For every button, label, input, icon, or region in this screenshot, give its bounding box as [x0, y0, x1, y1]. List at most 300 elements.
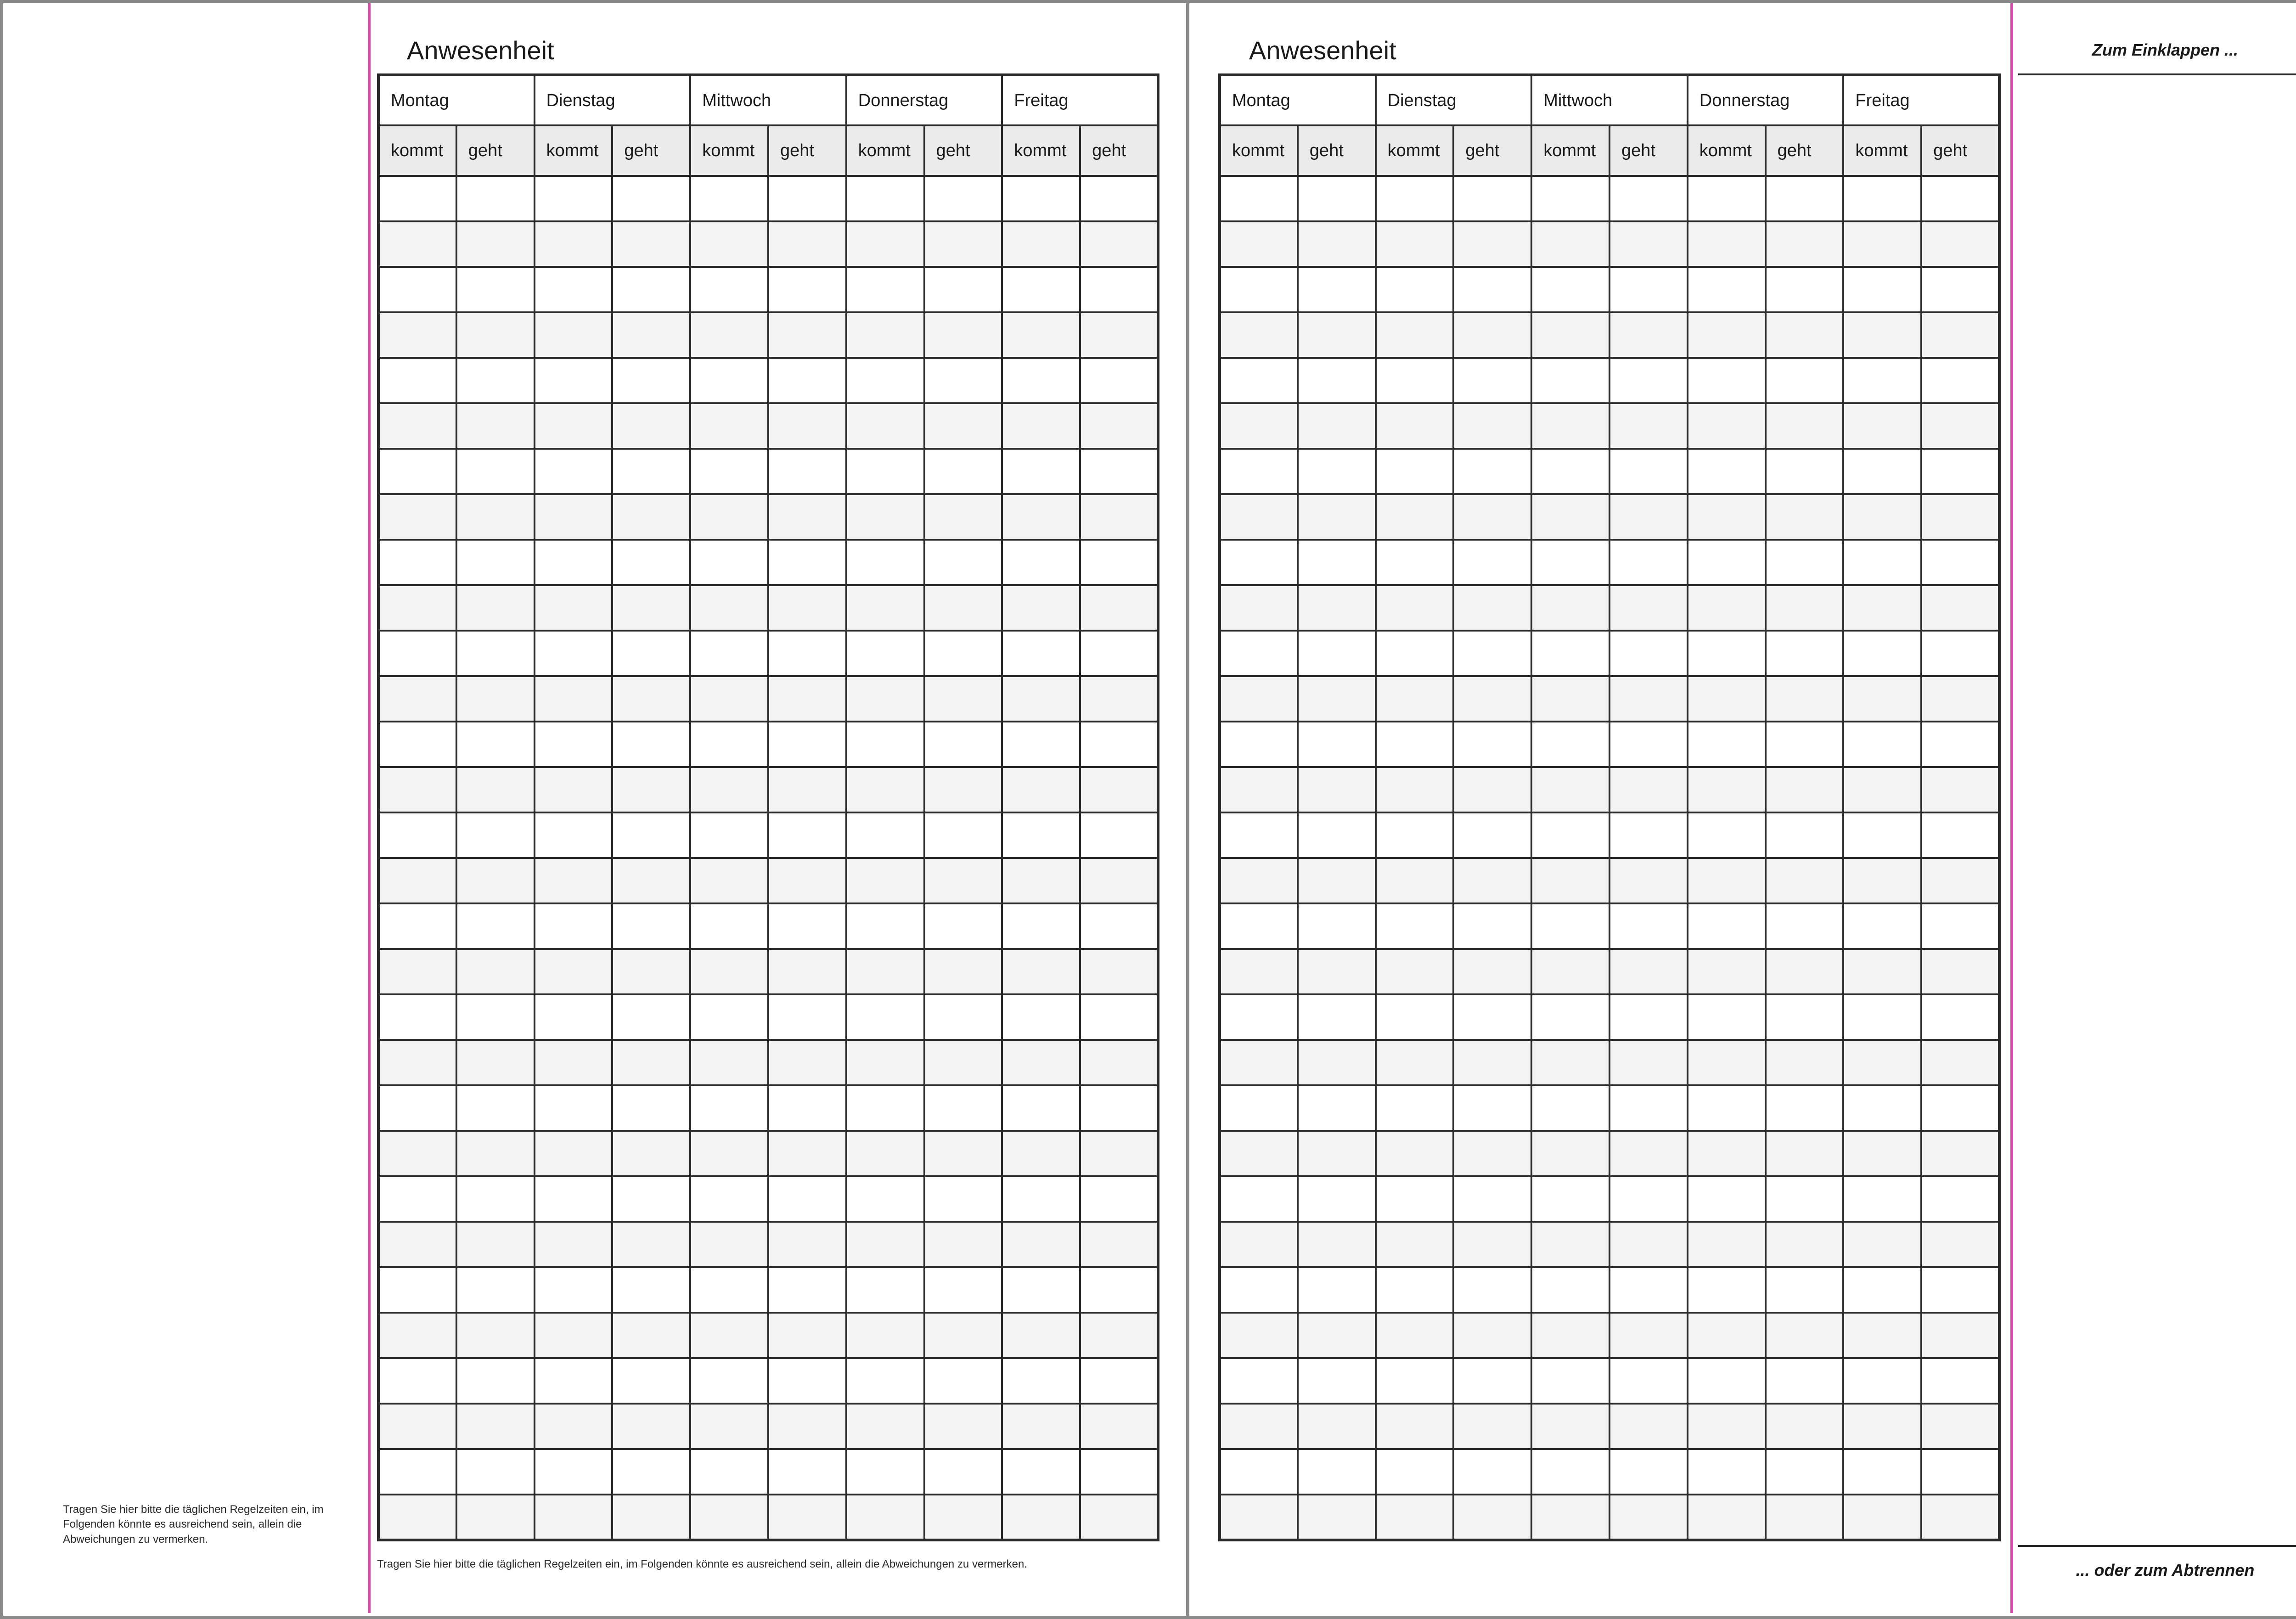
kommt-time-cell[interactable] — [690, 358, 768, 403]
geht-time-cell[interactable] — [456, 949, 535, 994]
geht-time-cell[interactable] — [1080, 585, 1158, 631]
geht-time-cell[interactable] — [1609, 903, 1688, 949]
kommt-time-cell[interactable] — [378, 1449, 456, 1495]
kommt-time-cell[interactable] — [846, 858, 924, 903]
kommt-time-cell[interactable] — [378, 449, 456, 494]
kommt-time-cell[interactable] — [1220, 1040, 1298, 1085]
kommt-time-cell[interactable] — [378, 767, 456, 812]
kommt-time-cell[interactable] — [1220, 858, 1298, 903]
geht-time-cell[interactable] — [768, 949, 846, 994]
geht-time-cell[interactable] — [612, 403, 690, 449]
geht-time-cell[interactable] — [1609, 403, 1688, 449]
kommt-time-cell[interactable] — [1002, 903, 1080, 949]
kommt-time-cell[interactable] — [535, 1040, 613, 1085]
kommt-time-cell[interactable] — [1843, 1085, 1921, 1131]
geht-time-cell[interactable] — [1453, 812, 1531, 858]
kommt-time-cell[interactable] — [535, 631, 613, 676]
kommt-time-cell[interactable] — [846, 631, 924, 676]
geht-time-cell[interactable] — [1298, 1449, 1376, 1495]
kommt-time-cell[interactable] — [378, 994, 456, 1040]
geht-time-cell[interactable] — [1453, 540, 1531, 585]
kommt-time-cell[interactable] — [1688, 358, 1766, 403]
geht-time-cell[interactable] — [1453, 1495, 1531, 1540]
geht-time-cell[interactable] — [1766, 312, 1844, 358]
kommt-time-cell[interactable] — [1002, 1358, 1080, 1404]
kommt-time-cell[interactable] — [1220, 631, 1298, 676]
geht-time-cell[interactable] — [1609, 631, 1688, 676]
geht-time-cell[interactable] — [1921, 540, 1999, 585]
geht-time-cell[interactable] — [768, 358, 846, 403]
kommt-time-cell[interactable] — [846, 676, 924, 722]
kommt-time-cell[interactable] — [846, 1449, 924, 1495]
geht-time-cell[interactable] — [1080, 1131, 1158, 1176]
geht-time-cell[interactable] — [1921, 1404, 1999, 1449]
kommt-time-cell[interactable] — [690, 312, 768, 358]
kommt-time-cell[interactable] — [1688, 676, 1766, 722]
geht-time-cell[interactable] — [1766, 1131, 1844, 1176]
kommt-time-cell[interactable] — [535, 403, 613, 449]
geht-time-cell[interactable] — [1453, 903, 1531, 949]
geht-time-cell[interactable] — [1298, 540, 1376, 585]
kommt-time-cell[interactable] — [1531, 267, 1609, 312]
geht-time-cell[interactable] — [1766, 1358, 1844, 1404]
kommt-time-cell[interactable] — [1843, 722, 1921, 767]
geht-time-cell[interactable] — [768, 1495, 846, 1540]
geht-time-cell[interactable] — [456, 540, 535, 585]
geht-time-cell[interactable] — [612, 1040, 690, 1085]
geht-time-cell[interactable] — [456, 449, 535, 494]
geht-time-cell[interactable] — [1080, 1267, 1158, 1313]
geht-time-cell[interactable] — [1921, 1449, 1999, 1495]
kommt-time-cell[interactable] — [1688, 1358, 1766, 1404]
geht-time-cell[interactable] — [768, 1313, 846, 1358]
kommt-time-cell[interactable] — [846, 267, 924, 312]
kommt-time-cell[interactable] — [1688, 903, 1766, 949]
kommt-time-cell[interactable] — [1002, 1085, 1080, 1131]
geht-time-cell[interactable] — [456, 1085, 535, 1131]
kommt-time-cell[interactable] — [1220, 403, 1298, 449]
geht-time-cell[interactable] — [1609, 1085, 1688, 1131]
kommt-time-cell[interactable] — [535, 494, 613, 540]
geht-time-cell[interactable] — [1453, 494, 1531, 540]
kommt-time-cell[interactable] — [1843, 903, 1921, 949]
geht-time-cell[interactable] — [1080, 903, 1158, 949]
kommt-time-cell[interactable] — [1688, 1313, 1766, 1358]
geht-time-cell[interactable] — [1609, 676, 1688, 722]
kommt-time-cell[interactable] — [1220, 1495, 1298, 1540]
kommt-time-cell[interactable] — [1688, 312, 1766, 358]
kommt-time-cell[interactable] — [846, 994, 924, 1040]
geht-time-cell[interactable] — [1921, 1222, 1999, 1267]
geht-time-cell[interactable] — [1921, 631, 1999, 676]
geht-time-cell[interactable] — [1298, 1358, 1376, 1404]
geht-time-cell[interactable] — [768, 585, 846, 631]
kommt-time-cell[interactable] — [1220, 267, 1298, 312]
geht-time-cell[interactable] — [1766, 1267, 1844, 1313]
kommt-time-cell[interactable] — [1531, 449, 1609, 494]
geht-time-cell[interactable] — [1609, 1313, 1688, 1358]
geht-time-cell[interactable] — [1921, 1131, 1999, 1176]
kommt-time-cell[interactable] — [1688, 403, 1766, 449]
geht-time-cell[interactable] — [1298, 176, 1376, 221]
kommt-time-cell[interactable] — [1376, 585, 1454, 631]
geht-time-cell[interactable] — [768, 403, 846, 449]
kommt-time-cell[interactable] — [846, 812, 924, 858]
kommt-time-cell[interactable] — [535, 312, 613, 358]
geht-time-cell[interactable] — [1453, 1040, 1531, 1085]
geht-time-cell[interactable] — [924, 1495, 1002, 1540]
geht-time-cell[interactable] — [1453, 949, 1531, 994]
kommt-time-cell[interactable] — [1688, 1449, 1766, 1495]
kommt-time-cell[interactable] — [535, 994, 613, 1040]
kommt-time-cell[interactable] — [846, 221, 924, 267]
geht-time-cell[interactable] — [612, 1222, 690, 1267]
geht-time-cell[interactable] — [1921, 1085, 1999, 1131]
kommt-time-cell[interactable] — [846, 1176, 924, 1222]
geht-time-cell[interactable] — [1080, 1449, 1158, 1495]
geht-time-cell[interactable] — [1921, 1176, 1999, 1222]
kommt-time-cell[interactable] — [1376, 1131, 1454, 1176]
kommt-time-cell[interactable] — [378, 494, 456, 540]
kommt-time-cell[interactable] — [1688, 994, 1766, 1040]
geht-time-cell[interactable] — [1609, 1267, 1688, 1313]
geht-time-cell[interactable] — [612, 903, 690, 949]
kommt-time-cell[interactable] — [535, 540, 613, 585]
kommt-time-cell[interactable] — [1531, 903, 1609, 949]
geht-time-cell[interactable] — [1453, 358, 1531, 403]
kommt-time-cell[interactable] — [1531, 1358, 1609, 1404]
geht-time-cell[interactable] — [924, 1313, 1002, 1358]
geht-time-cell[interactable] — [1298, 949, 1376, 994]
kommt-time-cell[interactable] — [1688, 1495, 1766, 1540]
geht-time-cell[interactable] — [1921, 1495, 1999, 1540]
geht-time-cell[interactable] — [768, 1085, 846, 1131]
geht-time-cell[interactable] — [924, 812, 1002, 858]
kommt-time-cell[interactable] — [1002, 1040, 1080, 1085]
kommt-time-cell[interactable] — [1843, 1449, 1921, 1495]
geht-time-cell[interactable] — [1766, 267, 1844, 312]
kommt-time-cell[interactable] — [846, 1313, 924, 1358]
geht-time-cell[interactable] — [924, 176, 1002, 221]
geht-time-cell[interactable] — [924, 1449, 1002, 1495]
kommt-time-cell[interactable] — [535, 949, 613, 994]
geht-time-cell[interactable] — [768, 312, 846, 358]
kommt-time-cell[interactable] — [1220, 1404, 1298, 1449]
geht-time-cell[interactable] — [1609, 585, 1688, 631]
geht-time-cell[interactable] — [456, 767, 535, 812]
kommt-time-cell[interactable] — [1220, 221, 1298, 267]
kommt-time-cell[interactable] — [1002, 176, 1080, 221]
geht-time-cell[interactable] — [456, 1404, 535, 1449]
kommt-time-cell[interactable] — [690, 494, 768, 540]
geht-time-cell[interactable] — [1298, 1313, 1376, 1358]
geht-time-cell[interactable] — [1921, 722, 1999, 767]
kommt-time-cell[interactable] — [690, 449, 768, 494]
kommt-time-cell[interactable] — [535, 1449, 613, 1495]
kommt-time-cell[interactable] — [1002, 722, 1080, 767]
geht-time-cell[interactable] — [1766, 403, 1844, 449]
geht-time-cell[interactable] — [1453, 176, 1531, 221]
kommt-time-cell[interactable] — [1002, 449, 1080, 494]
geht-time-cell[interactable] — [1453, 1267, 1531, 1313]
geht-time-cell[interactable] — [612, 1176, 690, 1222]
geht-time-cell[interactable] — [1453, 767, 1531, 812]
kommt-time-cell[interactable] — [690, 585, 768, 631]
kommt-time-cell[interactable] — [535, 1313, 613, 1358]
kommt-time-cell[interactable] — [1002, 1495, 1080, 1540]
geht-time-cell[interactable] — [1921, 812, 1999, 858]
geht-time-cell[interactable] — [456, 1358, 535, 1404]
kommt-time-cell[interactable] — [378, 812, 456, 858]
kommt-time-cell[interactable] — [535, 767, 613, 812]
geht-time-cell[interactable] — [1453, 1222, 1531, 1267]
kommt-time-cell[interactable] — [378, 1495, 456, 1540]
geht-time-cell[interactable] — [1298, 449, 1376, 494]
kommt-time-cell[interactable] — [1220, 176, 1298, 221]
kommt-time-cell[interactable] — [1002, 1222, 1080, 1267]
geht-time-cell[interactable] — [924, 1404, 1002, 1449]
geht-time-cell[interactable] — [1609, 994, 1688, 1040]
geht-time-cell[interactable] — [1453, 221, 1531, 267]
kommt-time-cell[interactable] — [1843, 1404, 1921, 1449]
kommt-time-cell[interactable] — [1531, 949, 1609, 994]
geht-time-cell[interactable] — [1080, 1176, 1158, 1222]
geht-time-cell[interactable] — [1298, 403, 1376, 449]
geht-time-cell[interactable] — [1453, 1449, 1531, 1495]
geht-time-cell[interactable] — [924, 494, 1002, 540]
kommt-time-cell[interactable] — [846, 403, 924, 449]
geht-time-cell[interactable] — [612, 585, 690, 631]
kommt-time-cell[interactable] — [1220, 1358, 1298, 1404]
kommt-time-cell[interactable] — [1843, 449, 1921, 494]
kommt-time-cell[interactable] — [690, 1222, 768, 1267]
kommt-time-cell[interactable] — [535, 585, 613, 631]
kommt-time-cell[interactable] — [690, 403, 768, 449]
geht-time-cell[interactable] — [1453, 631, 1531, 676]
kommt-time-cell[interactable] — [690, 221, 768, 267]
kommt-time-cell[interactable] — [1531, 812, 1609, 858]
geht-time-cell[interactable] — [1298, 1085, 1376, 1131]
geht-time-cell[interactable] — [1453, 403, 1531, 449]
geht-time-cell[interactable] — [1080, 994, 1158, 1040]
kommt-time-cell[interactable] — [1688, 494, 1766, 540]
kommt-time-cell[interactable] — [1688, 631, 1766, 676]
kommt-time-cell[interactable] — [1002, 312, 1080, 358]
kommt-time-cell[interactable] — [1376, 267, 1454, 312]
kommt-time-cell[interactable] — [1002, 1267, 1080, 1313]
geht-time-cell[interactable] — [1921, 949, 1999, 994]
geht-time-cell[interactable] — [1080, 1495, 1158, 1540]
kommt-time-cell[interactable] — [1002, 858, 1080, 903]
geht-time-cell[interactable] — [1609, 1131, 1688, 1176]
kommt-time-cell[interactable] — [846, 1085, 924, 1131]
geht-time-cell[interactable] — [1766, 1449, 1844, 1495]
kommt-time-cell[interactable] — [1220, 949, 1298, 994]
kommt-time-cell[interactable] — [846, 1040, 924, 1085]
geht-time-cell[interactable] — [1080, 1222, 1158, 1267]
kommt-time-cell[interactable] — [690, 812, 768, 858]
geht-time-cell[interactable] — [1609, 858, 1688, 903]
kommt-time-cell[interactable] — [1220, 1085, 1298, 1131]
kommt-time-cell[interactable] — [378, 858, 456, 903]
geht-time-cell[interactable] — [1766, 449, 1844, 494]
kommt-time-cell[interactable] — [1376, 1313, 1454, 1358]
kommt-time-cell[interactable] — [690, 631, 768, 676]
kommt-time-cell[interactable] — [1376, 1495, 1454, 1540]
kommt-time-cell[interactable] — [1002, 676, 1080, 722]
kommt-time-cell[interactable] — [1220, 1449, 1298, 1495]
kommt-time-cell[interactable] — [1843, 1495, 1921, 1540]
geht-time-cell[interactable] — [1921, 449, 1999, 494]
geht-time-cell[interactable] — [1080, 1358, 1158, 1404]
geht-time-cell[interactable] — [924, 221, 1002, 267]
geht-time-cell[interactable] — [1766, 1085, 1844, 1131]
geht-time-cell[interactable] — [924, 1085, 1002, 1131]
kommt-time-cell[interactable] — [1376, 1085, 1454, 1131]
geht-time-cell[interactable] — [924, 676, 1002, 722]
geht-time-cell[interactable] — [1080, 722, 1158, 767]
kommt-time-cell[interactable] — [378, 585, 456, 631]
kommt-time-cell[interactable] — [846, 449, 924, 494]
geht-time-cell[interactable] — [1298, 722, 1376, 767]
kommt-time-cell[interactable] — [378, 1313, 456, 1358]
geht-time-cell[interactable] — [1453, 676, 1531, 722]
kommt-time-cell[interactable] — [1220, 358, 1298, 403]
kommt-time-cell[interactable] — [378, 722, 456, 767]
geht-time-cell[interactable] — [456, 1267, 535, 1313]
geht-time-cell[interactable] — [1921, 1313, 1999, 1358]
geht-time-cell[interactable] — [924, 312, 1002, 358]
kommt-time-cell[interactable] — [1531, 676, 1609, 722]
kommt-time-cell[interactable] — [1688, 949, 1766, 994]
geht-time-cell[interactable] — [1080, 1313, 1158, 1358]
geht-time-cell[interactable] — [768, 267, 846, 312]
geht-time-cell[interactable] — [1921, 1358, 1999, 1404]
geht-time-cell[interactable] — [924, 585, 1002, 631]
geht-time-cell[interactable] — [456, 858, 535, 903]
kommt-time-cell[interactable] — [535, 267, 613, 312]
kommt-time-cell[interactable] — [1220, 312, 1298, 358]
geht-time-cell[interactable] — [1080, 358, 1158, 403]
kommt-time-cell[interactable] — [1843, 312, 1921, 358]
kommt-time-cell[interactable] — [1220, 903, 1298, 949]
geht-time-cell[interactable] — [1080, 403, 1158, 449]
geht-time-cell[interactable] — [1609, 949, 1688, 994]
kommt-time-cell[interactable] — [1843, 540, 1921, 585]
kommt-time-cell[interactable] — [1002, 221, 1080, 267]
geht-time-cell[interactable] — [1609, 1358, 1688, 1404]
kommt-time-cell[interactable] — [535, 1176, 613, 1222]
kommt-time-cell[interactable] — [1220, 994, 1298, 1040]
geht-time-cell[interactable] — [1609, 812, 1688, 858]
geht-time-cell[interactable] — [612, 1449, 690, 1495]
geht-time-cell[interactable] — [1766, 903, 1844, 949]
geht-time-cell[interactable] — [1298, 994, 1376, 1040]
geht-time-cell[interactable] — [1921, 676, 1999, 722]
kommt-time-cell[interactable] — [1843, 767, 1921, 812]
kommt-time-cell[interactable] — [1531, 176, 1609, 221]
geht-time-cell[interactable] — [1766, 949, 1844, 994]
geht-time-cell[interactable] — [456, 312, 535, 358]
geht-time-cell[interactable] — [1609, 1040, 1688, 1085]
kommt-time-cell[interactable] — [535, 676, 613, 722]
geht-time-cell[interactable] — [1453, 1131, 1531, 1176]
kommt-time-cell[interactable] — [378, 403, 456, 449]
geht-time-cell[interactable] — [1921, 767, 1999, 812]
geht-time-cell[interactable] — [456, 1176, 535, 1222]
kommt-time-cell[interactable] — [1220, 722, 1298, 767]
geht-time-cell[interactable] — [1766, 494, 1844, 540]
geht-time-cell[interactable] — [1080, 812, 1158, 858]
geht-time-cell[interactable] — [1453, 585, 1531, 631]
geht-time-cell[interactable] — [1298, 267, 1376, 312]
kommt-time-cell[interactable] — [690, 903, 768, 949]
geht-time-cell[interactable] — [1080, 767, 1158, 812]
geht-time-cell[interactable] — [456, 1222, 535, 1267]
geht-time-cell[interactable] — [612, 1267, 690, 1313]
kommt-time-cell[interactable] — [1688, 767, 1766, 812]
kommt-time-cell[interactable] — [1688, 540, 1766, 585]
kommt-time-cell[interactable] — [1002, 358, 1080, 403]
geht-time-cell[interactable] — [1766, 1176, 1844, 1222]
geht-time-cell[interactable] — [1921, 1040, 1999, 1085]
kommt-time-cell[interactable] — [535, 1495, 613, 1540]
geht-time-cell[interactable] — [1080, 449, 1158, 494]
kommt-time-cell[interactable] — [1843, 1131, 1921, 1176]
geht-time-cell[interactable] — [768, 176, 846, 221]
geht-time-cell[interactable] — [612, 1313, 690, 1358]
geht-time-cell[interactable] — [924, 767, 1002, 812]
kommt-time-cell[interactable] — [1376, 176, 1454, 221]
geht-time-cell[interactable] — [1766, 1222, 1844, 1267]
geht-time-cell[interactable] — [768, 858, 846, 903]
geht-time-cell[interactable] — [1298, 1131, 1376, 1176]
kommt-time-cell[interactable] — [535, 1404, 613, 1449]
geht-time-cell[interactable] — [768, 1040, 846, 1085]
geht-time-cell[interactable] — [1921, 994, 1999, 1040]
kommt-time-cell[interactable] — [1376, 858, 1454, 903]
kommt-time-cell[interactable] — [378, 1267, 456, 1313]
geht-time-cell[interactable] — [1080, 1040, 1158, 1085]
kommt-time-cell[interactable] — [535, 1085, 613, 1131]
kommt-time-cell[interactable] — [690, 176, 768, 221]
geht-time-cell[interactable] — [768, 812, 846, 858]
geht-time-cell[interactable] — [1298, 1040, 1376, 1085]
kommt-time-cell[interactable] — [846, 176, 924, 221]
kommt-time-cell[interactable] — [378, 1085, 456, 1131]
geht-time-cell[interactable] — [1766, 676, 1844, 722]
kommt-time-cell[interactable] — [1002, 767, 1080, 812]
kommt-time-cell[interactable] — [378, 312, 456, 358]
kommt-time-cell[interactable] — [1376, 994, 1454, 1040]
kommt-time-cell[interactable] — [1531, 585, 1609, 631]
kommt-time-cell[interactable] — [690, 858, 768, 903]
kommt-time-cell[interactable] — [1220, 767, 1298, 812]
kommt-time-cell[interactable] — [1376, 1404, 1454, 1449]
kommt-time-cell[interactable] — [690, 1495, 768, 1540]
geht-time-cell[interactable] — [768, 1404, 846, 1449]
kommt-time-cell[interactable] — [846, 1495, 924, 1540]
kommt-time-cell[interactable] — [1531, 1222, 1609, 1267]
kommt-time-cell[interactable] — [1843, 267, 1921, 312]
kommt-time-cell[interactable] — [1531, 540, 1609, 585]
kommt-time-cell[interactable] — [1002, 1404, 1080, 1449]
geht-time-cell[interactable] — [1921, 358, 1999, 403]
geht-time-cell[interactable] — [1080, 676, 1158, 722]
kommt-time-cell[interactable] — [1688, 812, 1766, 858]
kommt-time-cell[interactable] — [1002, 1176, 1080, 1222]
kommt-time-cell[interactable] — [1531, 358, 1609, 403]
